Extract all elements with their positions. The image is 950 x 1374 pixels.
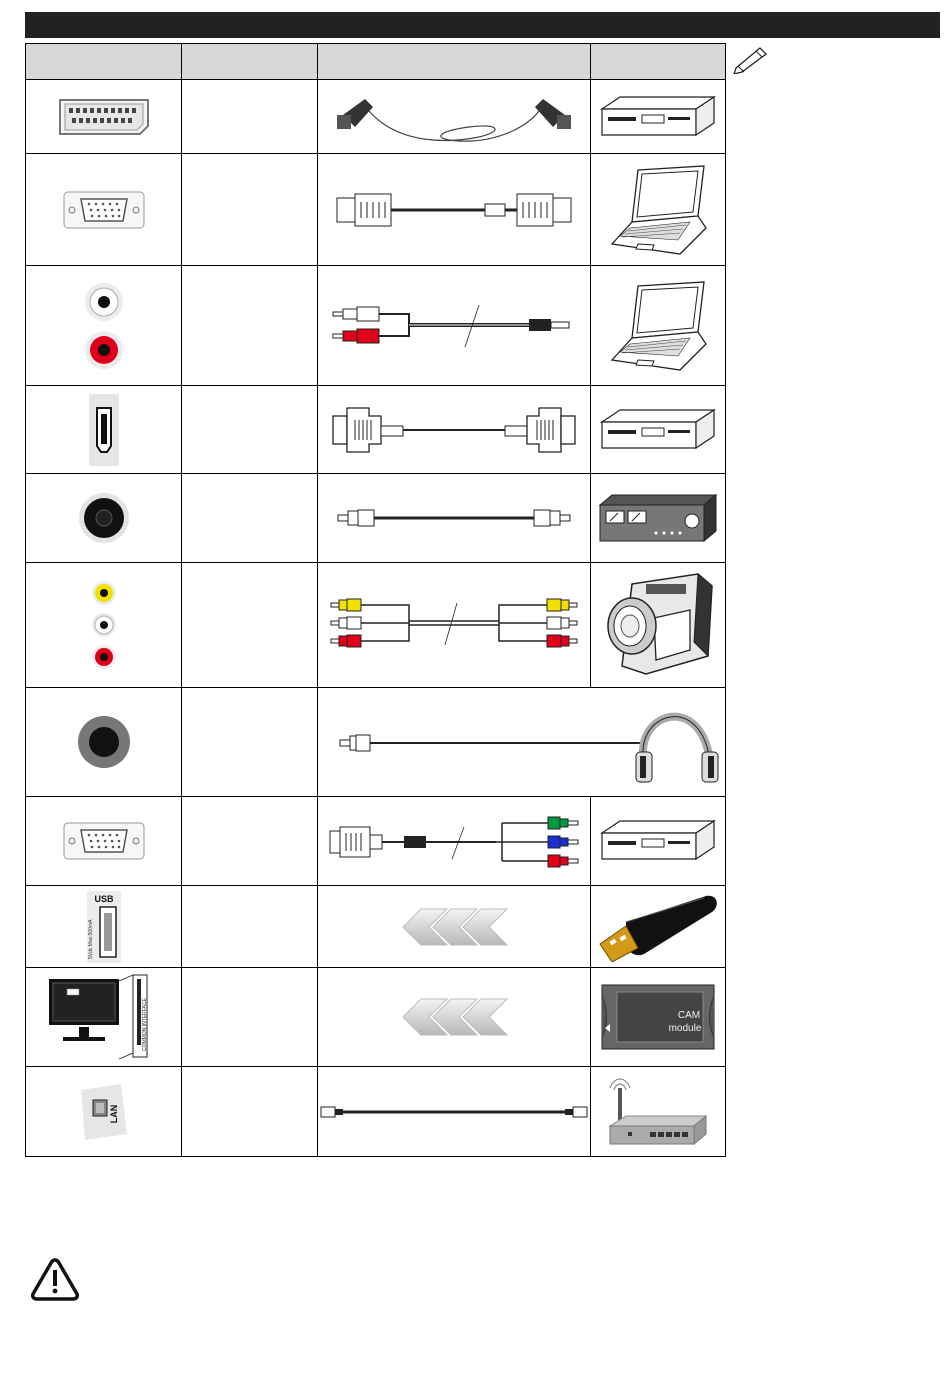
hdmi-cable-icon	[318, 386, 590, 473]
headphone-cable-icon	[318, 688, 726, 796]
hdmi-port-icon	[26, 386, 181, 473]
rca-audio-in-port-icon	[26, 266, 181, 385]
scart-cable-icon	[318, 81, 590, 153]
vga-port-icon	[26, 154, 181, 265]
camcorder-icon	[591, 563, 725, 687]
vga-to-component-cable-icon	[318, 797, 590, 885]
col-divider	[181, 44, 182, 1156]
headphone-port-icon	[26, 688, 181, 796]
rca-to-jack-cable-icon	[318, 266, 590, 385]
cam-label-2: module	[668, 1023, 702, 1034]
scart-port-icon	[26, 81, 181, 153]
cam-module-icon	[591, 968, 725, 1066]
usb-stick-icon	[591, 886, 725, 967]
spdif-port-icon	[26, 474, 181, 562]
ethernet-cable-icon	[318, 1067, 590, 1156]
usb-port-label: USB	[93, 893, 114, 904]
laptop-icon	[591, 154, 725, 265]
coaxial-cable-icon	[318, 474, 590, 562]
lan-port-icon	[26, 1067, 181, 1156]
dvd-player-icon	[591, 797, 725, 885]
ci-slot-label: COMMON INTERFACE	[141, 998, 148, 1051]
lan-port-label: LAN	[108, 1104, 119, 1123]
vga-cable-icon	[318, 154, 590, 265]
warning-triangle-icon	[30, 1256, 80, 1307]
usb-port-icon	[26, 886, 181, 967]
router-icon	[591, 1067, 725, 1156]
insert-arrows-icon	[318, 968, 590, 1066]
top-title-bar	[25, 12, 940, 38]
composite-av-cable-icon	[318, 563, 590, 687]
usb-rating-label: 5Vdc Max:500mA	[87, 919, 94, 959]
composite-av-port-icon	[26, 563, 181, 687]
pencil-note-icon	[732, 44, 770, 79]
ypbpr-port-icon	[26, 797, 181, 885]
common-interface-slot-icon	[26, 968, 181, 1066]
insert-arrows-icon	[318, 886, 590, 967]
table-header	[26, 44, 725, 80]
dvd-player-icon	[591, 386, 725, 473]
dvd-player-icon	[591, 81, 725, 153]
laptop-icon	[591, 266, 725, 385]
connections-table	[25, 43, 726, 1157]
headphones-icon	[636, 717, 718, 782]
cam-label-1: CAM	[677, 1010, 701, 1021]
amplifier-icon	[591, 474, 725, 562]
